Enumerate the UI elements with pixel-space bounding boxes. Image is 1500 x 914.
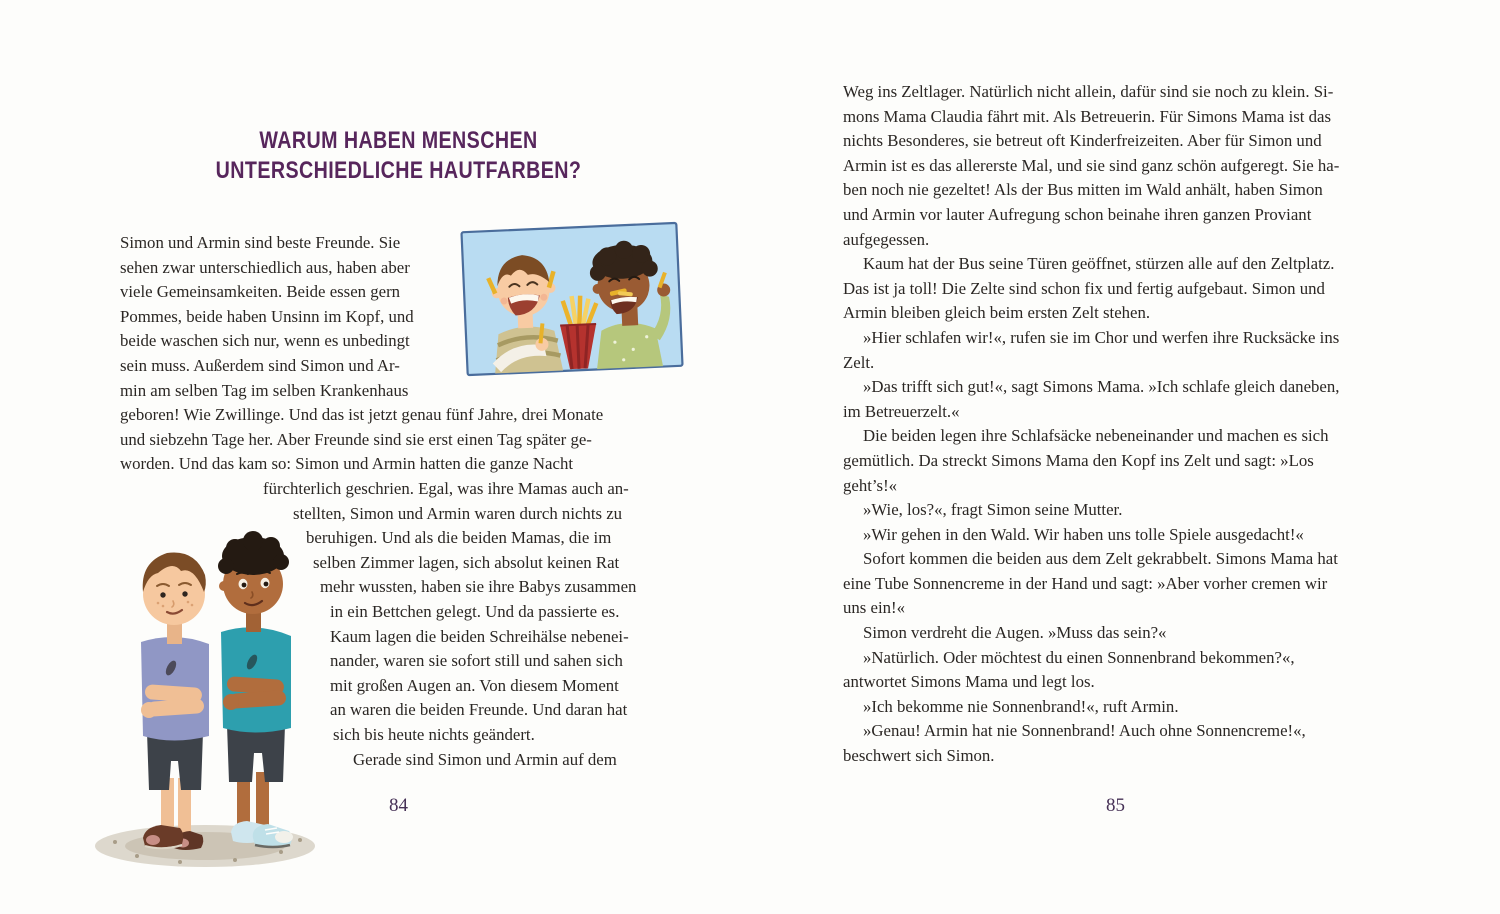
text-line: und siebzehn Tage her. Aber Freunde sind sie erst einen Tag später ge- — [120, 429, 592, 449]
text-line: in ein Bettchen gelegt. Und da passierte es. — [330, 601, 620, 621]
text-line: Weg ins Zeltlager. Natürlich nicht allein, dafür sind sie noch zu klein. Si- — [843, 82, 1334, 101]
text-line: »Hier schlafen wir!«, rufen sie im Chor und werfen ihre Rucksäcke ins — [863, 327, 1340, 347]
text-line: fürchterlich geschrien. Egal, was ihre Mamas auch an- — [263, 479, 629, 498]
chapter-title-line1: WARUM HABEN MENSCHEN — [259, 127, 538, 155]
text-line: antwortet Simons Mama und legt los. — [843, 672, 1095, 692]
text-line: und Armin vor lauter Aufregung schon beinahe ihren ganzen Proviant — [843, 204, 1312, 224]
text-line: Kaum hat der Bus seine Türen geöffnet, stürzen alle auf den Zeltplatz. — [863, 254, 1335, 274]
text-line: »Das trifft sich gut!«, sagt Simons Mama. »Ich schlafe gleich daneben, — [863, 377, 1340, 397]
text-line: Gerade sind Simon und Armin auf dem — [353, 749, 617, 769]
text-line: mehr wussten, haben sie ihre Babys zusammen — [320, 577, 637, 597]
text-line: »Ich bekomme nie Sonnenbrand!«, ruft Armin. — [863, 696, 1179, 716]
text-line: eine Tube Sonnencreme in der Hand und sagt: »Aber vorher cremen wir — [843, 573, 1328, 593]
fries-illustration-svg — [460, 221, 684, 376]
text-line: »Natürlich. Oder möchtest du einen Sonnenbrand bekommen?«, — [863, 647, 1295, 667]
text-line: »Wir gehen in den Wald. Wir haben uns tolle Spiele ausgedacht!« — [863, 524, 1304, 544]
text-line: im Betreuerzelt.« — [843, 401, 960, 421]
text-line: min am selben Tag im selben Krankenhaus — [120, 380, 409, 400]
text-line: beschwert sich Simon. — [843, 746, 995, 766]
text-line: »Wie, los?«, fragt Simon seine Mutter. — [863, 500, 1123, 520]
text-line: Kaum lagen die beiden Schreihälse nebenei- — [330, 626, 629, 646]
text-line: beide waschen sich nur, wenn es unbedingt — [120, 331, 410, 351]
text-line: Die beiden legen ihre Schlafsäcke nebeneinander und machen es sich — [863, 426, 1329, 446]
text-line: sehen zwar unterschiedlich aus, haben aber — [120, 257, 410, 277]
boys-back-to-back-illustration — [85, 490, 330, 878]
text-line: nander, waren sie sofort still und sahen sich — [330, 651, 623, 671]
body-text-right — [843, 80, 1388, 769]
text-line: Sofort kommen die beiden aus dem Zelt gekrabbelt. Simons Mama hat — [863, 549, 1338, 569]
text-line: mons Mama Claudia fährt mit. Als Betreuerin. Für Simons Mama ist das — [843, 106, 1331, 126]
chapter-title-line2: UNTERSCHIEDLICHE HAUTFARBEN? — [215, 157, 582, 185]
text-line: geht’s!« — [843, 475, 898, 495]
body-text-left-top — [120, 231, 450, 403]
text-line: Simon verdreht die Augen. »Muss das sein?« — [863, 623, 1167, 643]
page-left — [120, 0, 677, 914]
text-line: an waren die beiden Freunde. Und daran hat — [330, 700, 628, 720]
text-line: Das ist ja toll! Die Zelte sind schon fix und fertig aufgebaut. Simon und — [843, 278, 1325, 298]
text-line: selben Zimmer lagen, sich absolut keinen Rat — [313, 552, 620, 572]
text-line: Pommes, beide haben Unsinn im Kopf, und — [120, 306, 414, 326]
text-line: Zelt. — [843, 352, 875, 372]
text-line: aufgegessen. — [843, 229, 930, 249]
text-line: viele Gemeinsamkeiten. Beide essen gern — [120, 282, 401, 302]
text-line: gemütlich. Da streckt Simons Mama den Kopf ins Zelt und sagt: »Los — [843, 450, 1314, 470]
boys-eating-fries-illustration — [460, 221, 684, 376]
text-line: »Genau! Armin hat nie Sonnenbrand! Auch ohne Sonnencreme!«, — [863, 721, 1306, 741]
text-line: sich bis heute nichts geändert. — [333, 724, 535, 744]
page-right — [843, 0, 1388, 914]
page-number-right: 85 — [1106, 795, 1125, 816]
text-line: stellten, Simon und Armin waren durch nichts zu — [293, 503, 623, 523]
page-number-left: 84 — [389, 795, 408, 816]
body-text-left-middle — [120, 403, 677, 477]
chapter-title — [120, 126, 677, 186]
text-line: Simon und Armin sind beste Freunde. Sie — [120, 233, 401, 252]
text-line: Armin bleiben gleich beim ersten Zelt stehen. — [843, 303, 1151, 323]
text-line: ben noch nie gezeltet! Als der Bus mitten im Wald anhält, haben Simon — [843, 180, 1323, 200]
text-line: nichts Besonderes, sie betreut oft Kinderfreizeiten. Aber für Simon und — [843, 131, 1322, 151]
text-line: Armin ist es das allererste Mal, und sie sind ganz schön aufgeregt. Sie ha- — [843, 155, 1340, 175]
text-line: worden. Und das kam so: Simon und Armin hatten die ganze Nacht — [120, 454, 574, 474]
text-line: beruhigen. Und als die beiden Mamas, die im — [306, 528, 612, 548]
text-line: uns ein!« — [843, 598, 905, 618]
standing-illustration-svg — [85, 490, 330, 878]
text-line: mit großen Augen an. Von diesem Moment — [330, 675, 619, 695]
text-line: sein muss. Außerdem sind Simon und Ar- — [120, 355, 400, 375]
text-line: geboren! Wie Zwillinge. Und das ist jetzt genau fünf Jahre, drei Monate — [120, 405, 604, 424]
